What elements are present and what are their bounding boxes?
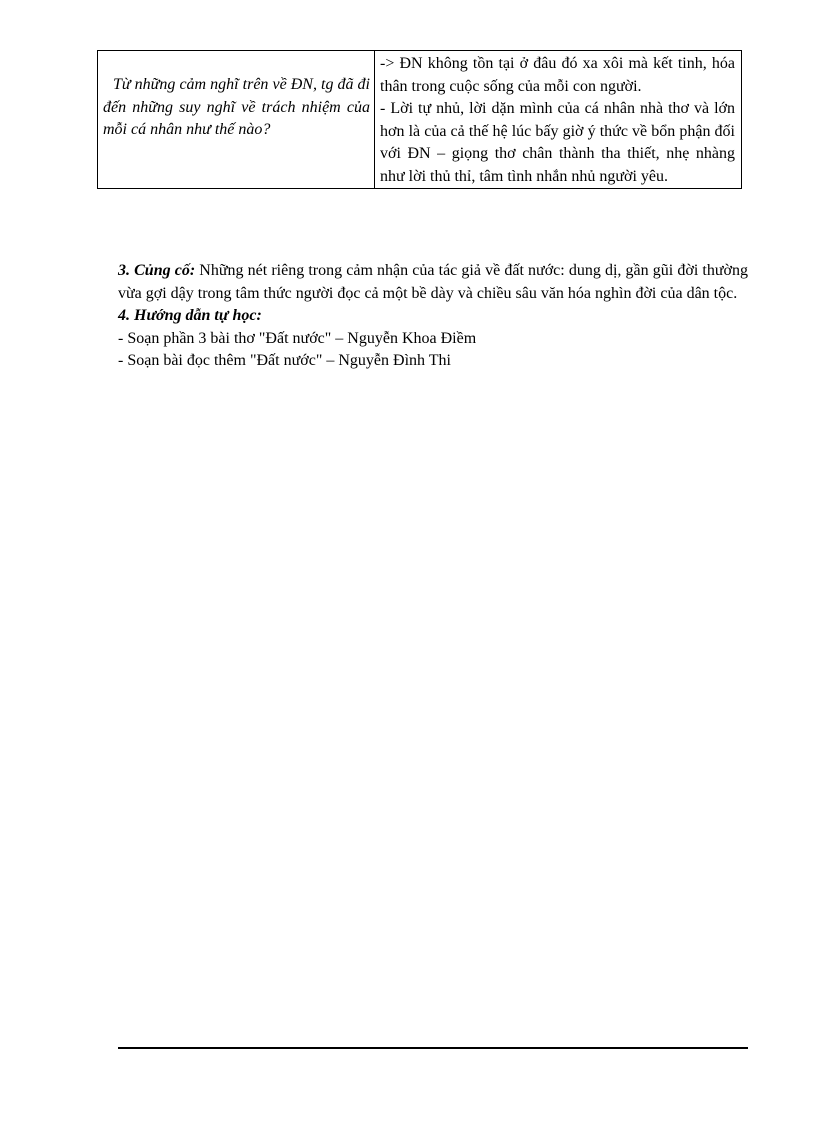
answer-paragraph: -> ĐN không tồn tại ở đâu đó xa xôi mà kết tinh, hóa thân trong cuộc sống của mỗi con người. xyxy=(380,55,735,95)
lesson-table xyxy=(97,50,742,189)
footer-divider xyxy=(118,1047,748,1049)
lesson-notes xyxy=(118,260,748,373)
self-study-heading: 4. Hướng dẫn tự học: xyxy=(118,307,262,324)
list-item: - Soạn bài đọc thêm "Đất nước" – Nguyễn Đình Thi xyxy=(118,352,451,369)
consolidation-heading: 3. Củng cố: xyxy=(118,262,196,279)
question-text: Từ những cảm nghĩ trên về ĐN, tg đã đi đến những suy nghĩ về trách nhiệm của mỗi cá nhân như thế nào? xyxy=(103,76,370,138)
answer-paragraph: - Lời tự nhủ, lời dặn mình của cá nhân nhà thơ và lớn hơn là của cả thế hệ lúc bấy giờ ý thức về bổn phận đối với ĐN – giọng thơ chân thành tha thiết, nhẹ nhàng như lời thủ thỉ, tâm tình nhắn nhủ người yêu. xyxy=(380,100,735,185)
table-row xyxy=(98,51,742,189)
consolidation-paragraph xyxy=(118,260,748,305)
consolidation-text: Những nét riêng trong cảm nhận của tác giả về đất nước: dung dị, gần gũi đời thường vừa gợi dậy trong tâm thức người đọc cả một bề dày và chiều sâu văn hóa nghìn đời của dân tộc. xyxy=(118,262,748,302)
answer-cell xyxy=(375,51,742,189)
question-cell xyxy=(98,51,375,189)
list-item: - Soạn phần 3 bài thơ "Đất nước" – Nguyễn Khoa Điềm xyxy=(118,329,477,347)
